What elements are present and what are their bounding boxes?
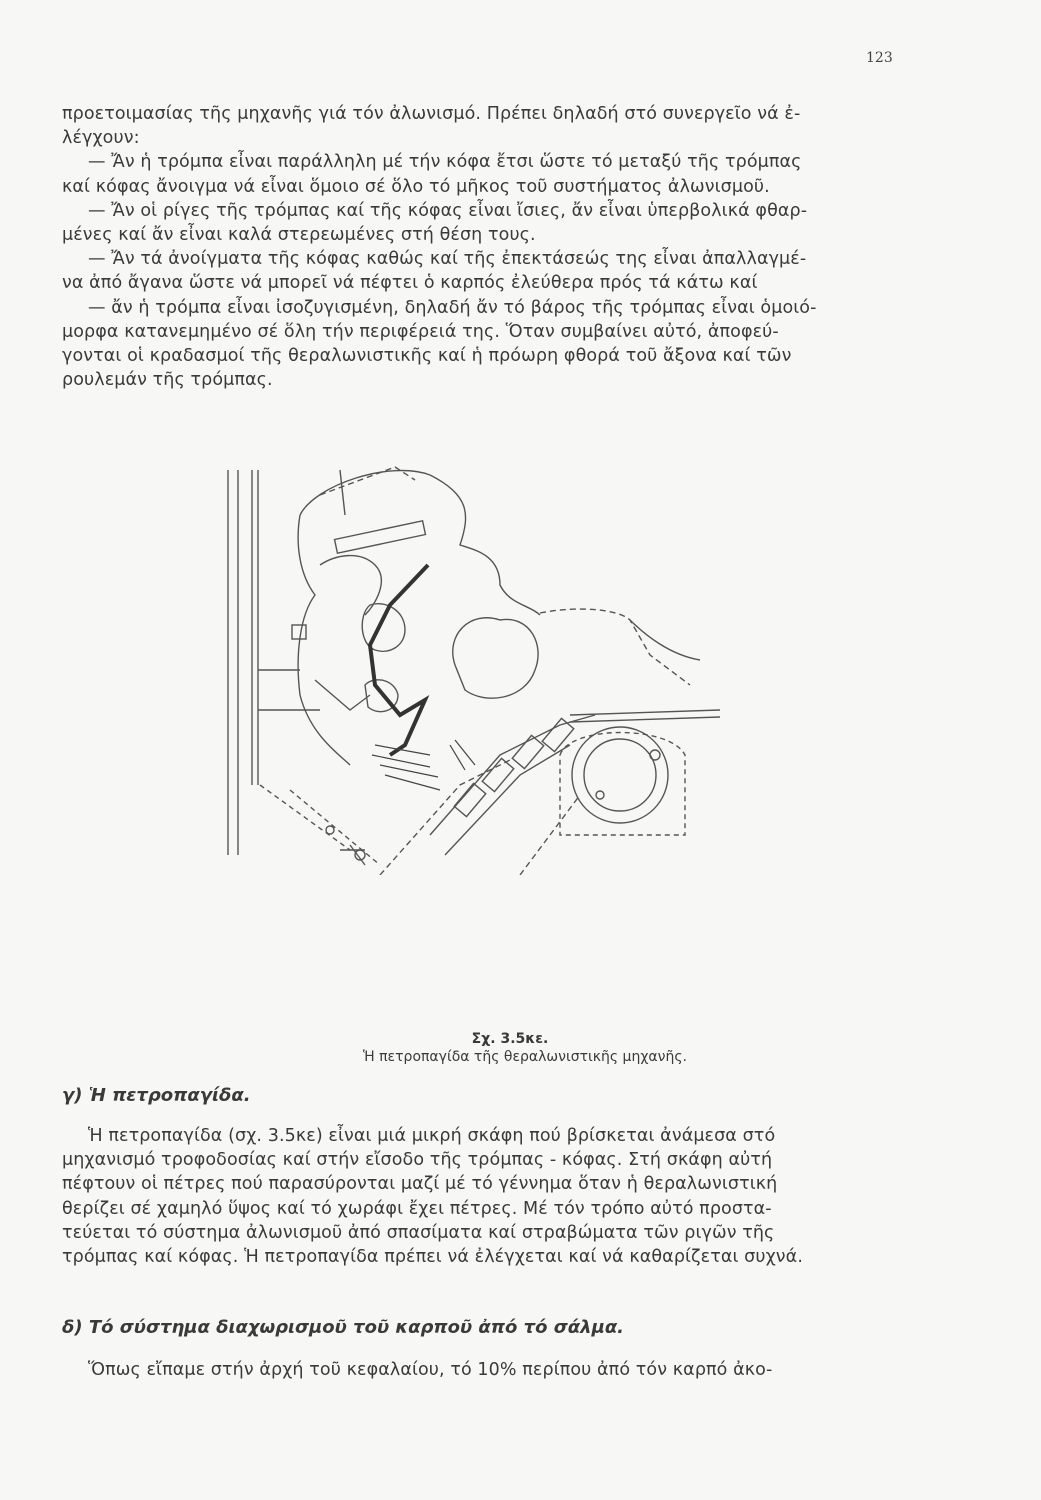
text-line: γονται οἱ κραδασμοί τῆς θεραλωνιστικῆς καί ἡ πρόωρη φθορά τοῦ ἄξονα καί τῶν <box>62 346 792 367</box>
stone-trap-diagram <box>200 455 720 875</box>
section-heading-delta: δ) Τό σύστημα διαχωρισμοῦ τοῦ καρποῦ ἀπό τό σάλμα. <box>62 1317 625 1338</box>
text-line: τεύεται τό σύστημα ἀλωνισμοῦ ἀπό σπασίματα καί στραβώματα τῶν ριγῶν τῆς <box>62 1222 775 1243</box>
text-line: να ἀπό ἄγανα ὥστε νά μπορεῖ νά πέφτει ὁ καρπός ἐλεύθερα πρός τά κάτω καί <box>62 273 758 294</box>
text-line: Ἡ πετροπαγίδα (σχ. 3.5κε) εἶναι μιά μικρή σκάφη πού βρίσκεται ἀνάμεσα στό <box>88 1126 776 1146</box>
text-line: θερίζει σέ χαμηλό ὕψος καί τό χωράφι ἔχει πέτρες. Μέ τόν τρόπο αὐτό προστα- <box>62 1198 772 1219</box>
text-line: — Ἄν τά ἀνοίγματα τῆς κόφας καθώς καί τῆς ἐπεκτάσεώς της εἶναι ἀπαλλαγμέ- <box>88 249 807 270</box>
figure-caption <box>285 1030 765 1066</box>
text-line: προετοιμασίας τῆς μηχανῆς γιά τόν ἀλωνισμό. Πρέπει δηλαδή στό συνεργεῖο νά ἐ- <box>62 104 801 124</box>
figure-caption-text: Ἡ πετροπαγίδα τῆς θεραλωνιστικῆς μηχανῆς. <box>362 1049 688 1065</box>
section-delta-paragraph <box>62 1358 902 1382</box>
text-line: Ὅπως εἴπαμε στήν ἀρχή τοῦ κεφαλαίου, τό 10% περίπου ἀπό τόν καρπό ἀκο- <box>88 1360 773 1380</box>
section-gamma-paragraph <box>62 1124 902 1269</box>
top-paragraph <box>62 102 902 392</box>
text-line: καί κόφας ἄνοιγμα νά εἶναι ὅμοιο σέ ὅλο τό μῆκος τοῦ συστήματος ἀλωνισμοῦ. <box>62 176 770 197</box>
figure-number: Σχ. 3.5κε. <box>471 1031 549 1047</box>
text-line: πέφτουν οἱ πέτρες πού παρασύρονται μαζί μέ τό γέννημα ὅταν ἡ θεραλωνιστική <box>62 1174 778 1195</box>
text-line: — ἄν ἡ τρόμπα εἶναι ἰσοζυγισμένη, δηλαδή ἄν τό βάρος τῆς τρόμπας εἶναι ὁμοιό- <box>88 297 817 318</box>
section-heading-gamma: γ) Ἡ πετροπαγίδα. <box>62 1085 251 1106</box>
page-number: 123 <box>866 50 893 66</box>
text-line: τρόμπας καί κόφας. Ἡ πετροπαγίδα πρέπει νά ἐλέγχεται καί νά καθαρίζεται συχνά. <box>62 1247 803 1268</box>
text-line: λέγχουν: <box>62 128 140 149</box>
text-line: ρουλεμάν τῆς τρόμπας. <box>62 370 273 391</box>
text-line: μένες καί ἄν εἶναι καλά στερεωμένες στή θέση τους. <box>62 225 536 246</box>
text-line: — Ἄν οἱ ρίγες τῆς τρόμπας καί τῆς κόφας εἶναι ἴσιες, ἄν εἶναι ὑπερβολικά φθαρ- <box>88 200 808 221</box>
text-line: — Ἄν ἡ τρόμπα εἶναι παράλληλη μέ τήν κόφα ἔτσι ὥστε τό μεταξύ τῆς τρόμπας <box>88 152 802 173</box>
text-line: μορφα κατανεμημένο σέ ὅλη τήν περιφέρειά της. Ὅταν συμβαίνει αὐτό, ἀποφεύ- <box>62 321 779 342</box>
text-line: μηχανισμό τροφοδοσίας καί στήν εἴσοδο τῆς τρόμπας - κόφας. Στή σκάφη αὐτή <box>62 1150 773 1171</box>
